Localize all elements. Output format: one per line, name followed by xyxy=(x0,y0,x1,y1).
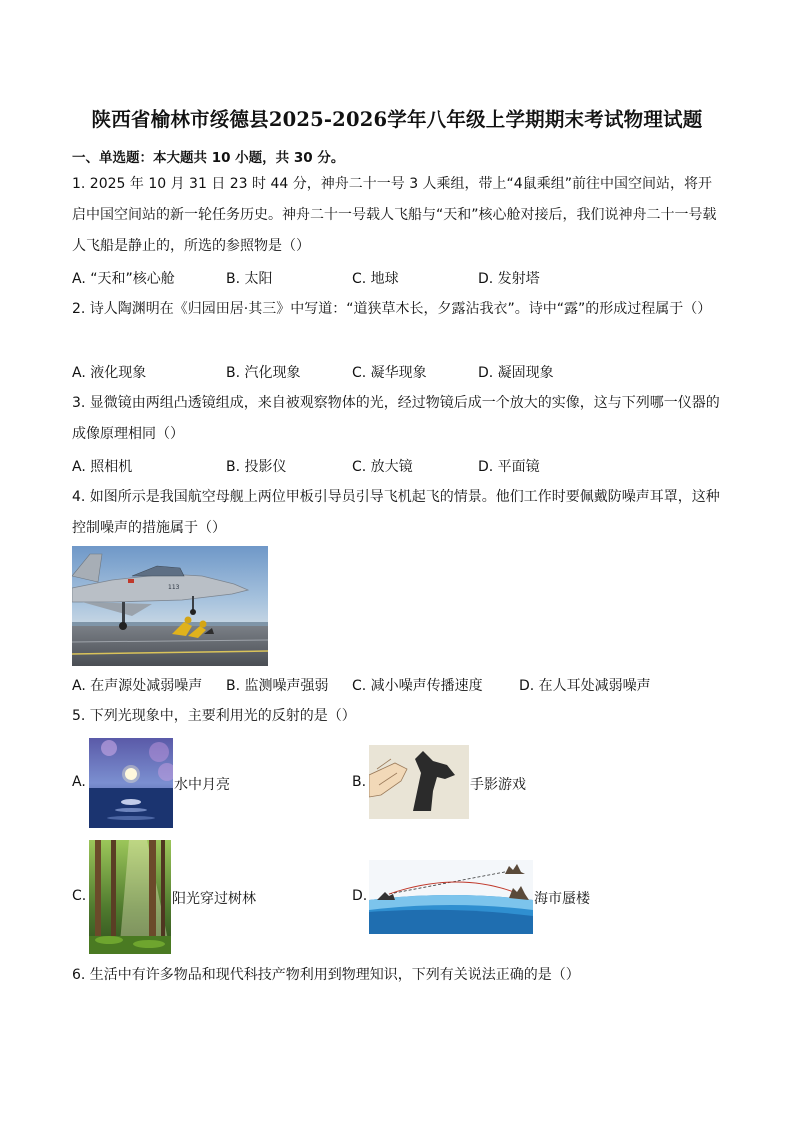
question-5-option-c-letter[interactable]: C. xyxy=(72,888,87,904)
question-3-options xyxy=(72,456,722,478)
question-2-options xyxy=(72,362,722,384)
question-4-option-d[interactable]: D. 在人耳处减弱噪声 xyxy=(519,678,651,694)
question-1-option-b[interactable]: B. 太阳 xyxy=(226,271,273,287)
mirage-diagram-image[interactable] xyxy=(369,860,533,934)
question-5-option-a-caption[interactable]: 水中月亮 xyxy=(174,777,230,793)
question-3-option-d[interactable]: D. 平面镜 xyxy=(478,459,540,475)
question-4-option-c[interactable]: C. 减小噪声传播速度 xyxy=(352,678,483,694)
question-3-option-b[interactable]: B. 投影仪 xyxy=(226,459,287,475)
question-3-option-a[interactable]: A. 照相机 xyxy=(72,459,133,475)
question-2-option-c[interactable]: C. 凝华现象 xyxy=(352,365,427,381)
question-3-option-c[interactable]: C. 放大镜 xyxy=(352,459,413,475)
page-title: 陕西省榆林市绥德县2025-2026学年八年级上学期期末考试物理试题 xyxy=(91,108,703,131)
question-5-option-d-caption[interactable]: 海市蜃楼 xyxy=(534,891,590,907)
question-5-option-a-letter[interactable]: A. xyxy=(72,774,86,790)
moon-in-water-image[interactable] xyxy=(89,738,173,828)
jet-tail-number: 113 xyxy=(168,584,180,591)
aircraft-carrier-photo xyxy=(72,546,268,666)
question-2-text: 2. 诗人陶渊明在《归园田居·其三》中写道：“道狭草木长，夕露沾我衣”。诗中“露”的形成过程属于（） xyxy=(72,301,712,317)
question-5-option-d-letter[interactable]: D. xyxy=(352,888,368,904)
question-4-text: 4. 如图所示是我国航空母舰上两位甲板引导员引导飞机起飞的情景。他们工作时要佩戴防噪声耳罩，这种控制噪声的措施属于（） xyxy=(72,489,720,536)
question-4-option-a[interactable]: A. 在声源处减弱噪声 xyxy=(72,678,203,694)
question-5-option-b-letter[interactable]: B. xyxy=(352,774,367,790)
question-3-text: 3. 显微镜由两组凸透镜组成，来自被观察物体的光，经过物镜后成一个放大的实像，这与下列哪一仪器的成像原理相同（） xyxy=(72,395,720,442)
question-1-option-a[interactable]: A. “天和”核心舱 xyxy=(72,271,175,287)
question-1-option-d[interactable]: D. 发射塔 xyxy=(478,271,540,287)
section-heading: 一、单选题：本大题共 10 小题，共 30 分。 xyxy=(72,150,345,166)
question-1-text: 1. 2025 年 10 月 31 日 23 时 44 分，神舟二十一号 3 人乘组，带上“4鼠乘组”前往中国空间站，将开启中国空间站的新一轮任务历史。神舟二十一号载人飞船与“天和”核心舱对接后，我们说神舟二十一号载人飞船是静止的，所选的参照物是（） xyxy=(72,176,717,254)
question-1-option-c[interactable]: C. 地球 xyxy=(352,271,399,287)
question-5-option-c-caption[interactable]: 阳光穿过树林 xyxy=(172,891,256,907)
question-5-text: 5. 下列光现象中，主要利用光的反射的是（） xyxy=(72,708,356,724)
question-2-option-b[interactable]: B. 汽化现象 xyxy=(226,365,301,381)
question-2-option-d[interactable]: D. 凝固现象 xyxy=(478,365,554,381)
sunlight-forest-image[interactable] xyxy=(89,840,171,954)
question-4-options xyxy=(72,675,722,697)
question-5-option-b-caption[interactable]: 手影游戏 xyxy=(470,777,526,793)
question-2-option-a[interactable]: A. 液化现象 xyxy=(72,365,147,381)
question-6-text: 6. 生活中有许多物品和现代科技产物利用到物理知识，下列有关说法正确的是（） xyxy=(72,967,580,983)
question-1-options xyxy=(72,268,722,290)
hand-shadow-image[interactable] xyxy=(369,745,469,819)
question-4-option-b[interactable]: B. 监测噪声强弱 xyxy=(226,678,329,694)
